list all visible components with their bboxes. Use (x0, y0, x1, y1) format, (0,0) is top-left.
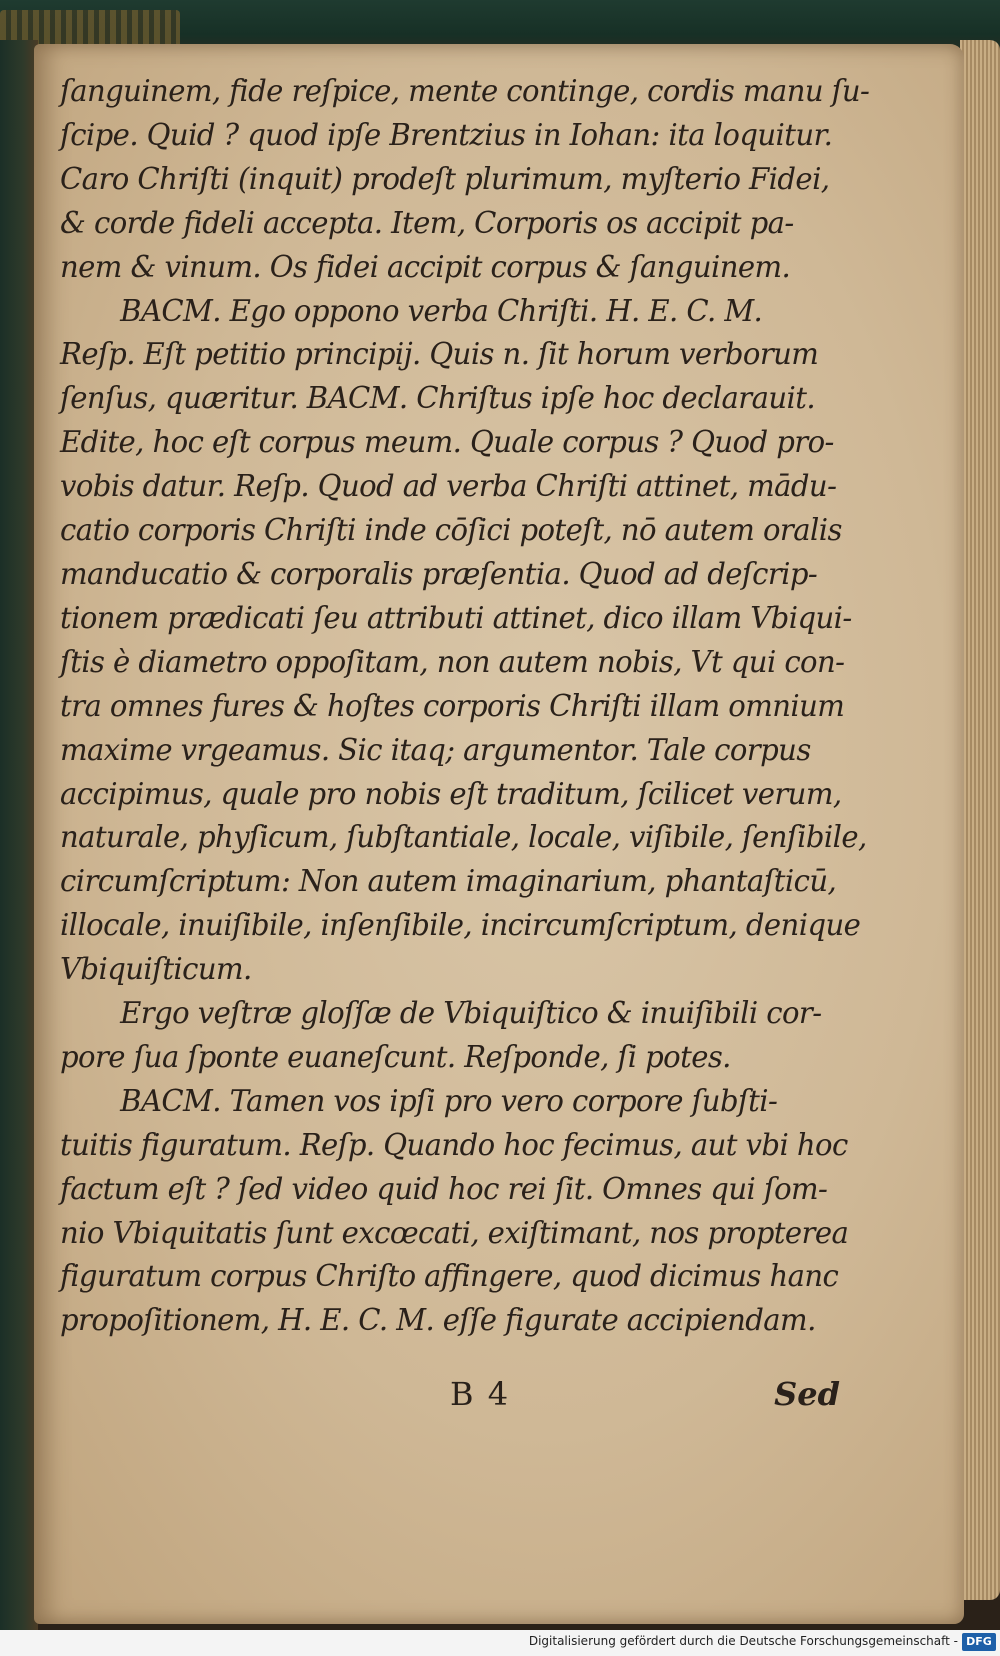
text-line: ſenſus, quæritur. BACM. Chriſtus ipſe hoc declarauit. (60, 381, 816, 417)
text-line: ſtis è diametro oppoſitam, non autem nobis, Vt qui con- (60, 644, 845, 680)
text-line: catio corporis Chriſti inde cōſici poteſt, nō autem oralis (60, 513, 842, 549)
text-line: tra omnes fures & hoſtes corporis Chriſti illam omnium (60, 688, 845, 724)
dfg-logo: DFG (962, 1633, 996, 1651)
text-line: Caro Chriſti (inquit) prodeſt plurimum, myſterio Fidei, (60, 161, 830, 197)
text-line: Vbiquiſticum. (60, 952, 252, 988)
text-line: manducatio & corporalis præſentia. Quod ad deſcrip- (60, 556, 818, 592)
text-line: circumſcriptum: Non autem imaginarium, phantaſticū, (60, 864, 837, 900)
text-line: figuratum corpus Chriſto affingere, quod dicimus hanc (60, 1259, 839, 1295)
text-line: nio Vbiquitatis ſunt excœcati, exiſtimant, nos propterea (60, 1215, 849, 1251)
text-line: vobis datur. Reſp. Quod ad verba Chriſti attinet, mādu- (60, 469, 837, 505)
text-line: Reſp. Eſt petitio principij. Quis n. ſit horum verborum (60, 337, 819, 373)
text-line: & corde fideli accepta. Item, Corporis os accipit pa- (60, 205, 794, 241)
text-line: ſanguinem, fide reſpice, mente continge, cordis manu ſu- (60, 74, 870, 109)
text-line: propoſitionem, H. E. C. M. eſſe figurate accipiendam. (60, 1303, 816, 1339)
page-text (60, 70, 870, 1343)
page-edges (960, 40, 1000, 1600)
text-line: naturale, phyſicum, ſubſtantiale, locale, viſibile, ſenſibile, (60, 820, 867, 856)
text-line: nem & vinum. Os fidei accipit corpus & ſanguinem. (60, 249, 791, 285)
text-line: factum eſt ? ſed video quid hoc rei ſit. Omnes qui ſom- (60, 1171, 828, 1207)
page-footer (60, 1375, 840, 1423)
text-line: tuitis figuratum. Reſp. Quando hoc fecimus, aut vbi hoc (60, 1127, 848, 1163)
book-cover-left (0, 40, 38, 1630)
text-line: maxime vrgeamus. Sic itaq; argumentor. Tale corpus (60, 732, 811, 768)
text-line: Ergo veſtræ gloſſæ de Vbiquiſtico & inuiſibili cor- (120, 996, 822, 1032)
text-line: accipimus, quale pro nobis eſt traditum, ſcilicet verum, (60, 776, 842, 812)
text-line: illocale, inuiſibile, inſenſibile, incircumſcriptum, denique (60, 908, 861, 944)
text-line: Edite, hoc eſt corpus meum. Quale corpus ? Quod pro- (60, 425, 834, 461)
text-line: BACM. Ego oppono verba Chriſti. H. E. C. M. (120, 293, 763, 329)
text-line: BACM. Tamen vos ipſi pro vero corpore ſubſti- (120, 1083, 778, 1119)
catchword: Sed (774, 1375, 840, 1413)
credit-bar (0, 1630, 1000, 1656)
text-line: tionem prædicati ſeu attributi attinet, dico illam Vbiqui- (60, 600, 852, 636)
text-line: pore ſua ſponte euaneſcunt. Reſponde, ſi potes. (60, 1039, 731, 1075)
text-line: ſcipe. Quid ? quod ipſe Brentzius in Iohan: ita loquitur. (60, 117, 833, 153)
credit-text: Digitalisierung gefördert durch die Deutsche Forschungsgemeinschaft - (528, 1634, 958, 1648)
signature-mark: B 4 (450, 1375, 511, 1413)
